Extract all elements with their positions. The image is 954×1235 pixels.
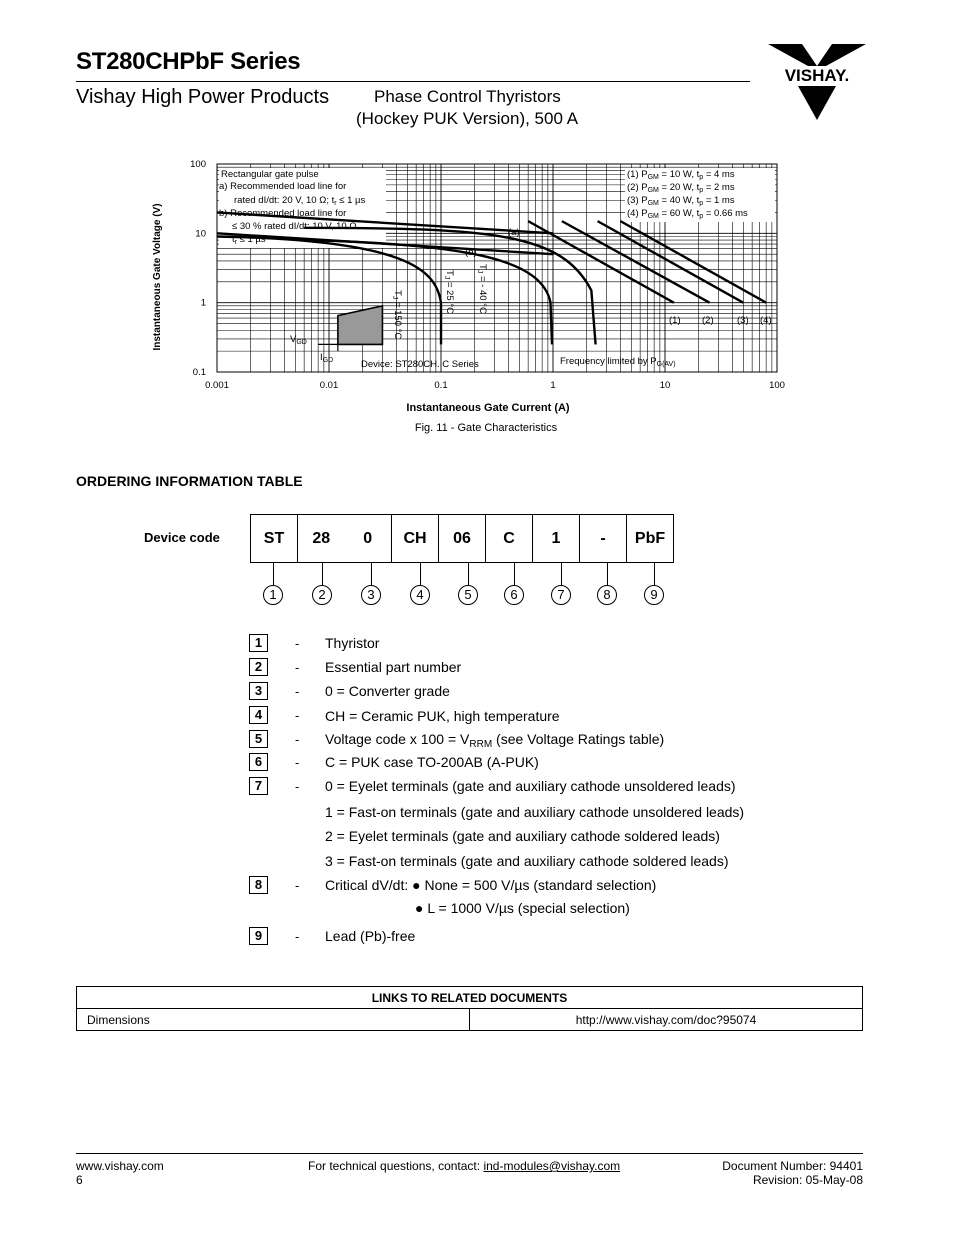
legend-text: 0 = Eyelet terminals (gate and auxiliary cathode unsoldered leads) bbox=[325, 778, 736, 794]
note-load-line-a-spec: rated dI/dt: 20 V, 10 Ω; $t_r \le 1$ µs bbox=[234, 195, 366, 207]
legend-text-option: 2 = Eyelet terminals (gate and auxiliary cathode soldered leads) bbox=[325, 828, 720, 844]
division-name: Vishay High Power Products bbox=[76, 86, 330, 108]
x-tick-label: 100 bbox=[769, 380, 785, 391]
label-curve-b: (b) bbox=[465, 247, 477, 258]
x-tick-label: 0.001 bbox=[205, 380, 229, 391]
device-code-label: Device code bbox=[144, 530, 220, 545]
index-connector bbox=[561, 563, 562, 585]
code-part: 1 bbox=[533, 515, 580, 563]
note-load-line-b: b) Recommended load line for bbox=[219, 208, 347, 219]
index-circle: 3 bbox=[361, 585, 381, 605]
label-curve-a: (a) bbox=[508, 227, 520, 238]
footer-revision: Revision: 05-May-08 bbox=[752, 1173, 863, 1187]
index-connector bbox=[468, 563, 469, 585]
legend-number: 7 bbox=[249, 777, 268, 795]
legend-text: Essential part number bbox=[325, 659, 462, 675]
footer-left bbox=[76, 1159, 164, 1187]
gate-characteristics-chart bbox=[140, 150, 820, 440]
x-tick-label: 1 bbox=[550, 380, 556, 391]
related-documents-table bbox=[76, 986, 863, 1031]
subtitle-line-1: Phase Control Thyristors bbox=[374, 87, 561, 106]
label-igd: $I_{GD}$ bbox=[320, 352, 334, 364]
code-part: - bbox=[580, 515, 627, 563]
legend-number: 1 bbox=[249, 634, 268, 652]
footer-contact bbox=[308, 1159, 620, 1173]
label-tj-minus-40: $T_J$ = - 40 °C bbox=[476, 264, 488, 314]
legend-text: Voltage code x $100 = V_{RRM}$ (see Voltage Ratings table) bbox=[325, 731, 665, 750]
code-part: 06 bbox=[439, 515, 486, 563]
x-axis-label: Instantaneous Gate Current (A) bbox=[406, 402, 570, 414]
index-circle: 1 bbox=[263, 585, 283, 605]
index-circle: 4 bbox=[410, 585, 430, 605]
note-rectangular-pulse: Rectangular gate pulse bbox=[221, 169, 319, 180]
x-tick-label: 0.1 bbox=[434, 380, 448, 391]
header-rule bbox=[76, 81, 750, 82]
power-note-4: (4) $P_{GM} = 60$ W, $t_p = 0.66$ ms bbox=[627, 208, 748, 220]
label-curve-2: (2) bbox=[702, 315, 714, 326]
y-tick-label: 1 bbox=[200, 297, 206, 309]
footer-page-number: 6 bbox=[76, 1173, 83, 1187]
footer-website[interactable]: www.vishay.com bbox=[76, 1159, 164, 1173]
index-connector bbox=[371, 563, 372, 585]
index-connector bbox=[322, 563, 323, 585]
code-part: CH bbox=[392, 515, 439, 563]
power-note-1: (1) $P_{GM} = 10$ W, $t_p = 4$ ms bbox=[627, 169, 735, 181]
power-note-2: (2) $P_{GM} = 20$ W, $t_p = 2$ ms bbox=[627, 182, 735, 194]
label-tj-150: $T_J = 150$ °C bbox=[391, 290, 403, 340]
index-circle: 5 bbox=[458, 585, 478, 605]
legend-text-option: 3 = Fast-on terminals (gate and auxiliary cathode soldered leads) bbox=[325, 853, 729, 869]
index-circle: 9 bbox=[644, 585, 664, 605]
index-connector bbox=[273, 563, 274, 585]
related-documents-header: LINKS TO RELATED DOCUMENTS bbox=[77, 987, 863, 1009]
y-axis-label: Instantaneous Gate Voltage (V) bbox=[152, 203, 163, 351]
note-load-line-a: a) Recommended load line for bbox=[219, 181, 347, 192]
index-circle: 2 bbox=[312, 585, 332, 605]
legend-number: 8 bbox=[249, 876, 268, 894]
legend-text-option: ● L = 1000 V/µs (special selection) bbox=[415, 900, 630, 916]
device-code-table bbox=[250, 514, 674, 563]
note-load-line-b-rise: $t_r \le 1$ µs bbox=[232, 234, 266, 246]
legend-dash: - bbox=[295, 755, 300, 770]
legend-text: C = PUK case TO-200AB (A-PUK) bbox=[325, 754, 539, 770]
footer-contact-email[interactable]: ind-modules@vishay.com bbox=[483, 1159, 621, 1173]
code-part: ST bbox=[251, 515, 298, 563]
code-part: C bbox=[486, 515, 533, 563]
label-tj-25: $T_J = 25$ °C bbox=[443, 270, 455, 315]
index-circle: 6 bbox=[504, 585, 524, 605]
legend-number: 4 bbox=[249, 706, 268, 724]
index-circle: 8 bbox=[597, 585, 617, 605]
index-circle: 7 bbox=[551, 585, 571, 605]
code-part: 0 bbox=[345, 515, 392, 563]
label-device: Device: ST280CH..C Series bbox=[361, 359, 479, 370]
legend-dash: - bbox=[295, 878, 300, 893]
legend-dash: - bbox=[295, 929, 300, 944]
x-tick-label: 10 bbox=[659, 380, 671, 391]
legend-number: 9 bbox=[249, 927, 268, 945]
dimensions-link[interactable]: http://www.vishay.com/doc?95074 bbox=[470, 1009, 863, 1031]
series-title: ST280CHPbF Series bbox=[76, 48, 301, 75]
label-curve-4: (4) bbox=[760, 315, 772, 326]
legend-dash: - bbox=[295, 732, 300, 747]
legend-dash: - bbox=[295, 636, 300, 651]
legend-text: Critical dV/dt: ● None = 500 V/µs (standard selection) bbox=[325, 877, 657, 893]
legend-dash: - bbox=[295, 660, 300, 675]
label-curve-3: (3) bbox=[737, 315, 749, 326]
index-connector bbox=[514, 563, 515, 585]
figure-caption: Fig. 11 - Gate Characteristics bbox=[414, 422, 558, 434]
legend-text: Lead (Pb)-free bbox=[325, 928, 416, 944]
legend-dash: - bbox=[295, 779, 300, 794]
index-connector bbox=[654, 563, 655, 585]
legend-text: 0 = Converter grade bbox=[325, 683, 450, 699]
section-title: ORDERING INFORMATION TABLE bbox=[76, 473, 303, 489]
label-vgd: $V_{GD}$ bbox=[290, 334, 307, 346]
legend-dash: - bbox=[295, 708, 300, 723]
gate-non-trigger-area bbox=[338, 306, 383, 345]
footer-document-number: Document Number: 94401 bbox=[722, 1159, 863, 1173]
label-curve-1: (1) bbox=[669, 315, 681, 326]
footer-rule bbox=[76, 1153, 863, 1154]
power-legend bbox=[627, 169, 748, 220]
footer-contact-text: For technical questions, contact: bbox=[308, 1159, 484, 1173]
legend-text: Thyristor bbox=[325, 635, 380, 651]
index-connector bbox=[607, 563, 608, 585]
product-subtitle bbox=[356, 86, 578, 130]
legend-dash: - bbox=[295, 684, 300, 699]
y-tick-label: 10 bbox=[195, 228, 206, 240]
legend-text: CH = Ceramic PUK, high temperature bbox=[325, 708, 560, 724]
note-load-line-b-spec: ≤ 30 % rated dI/dt: 10 V, 10 Ω bbox=[232, 221, 357, 232]
dimensions-label: Dimensions bbox=[77, 1009, 470, 1031]
code-part: PbF bbox=[627, 515, 674, 563]
power-note-3: (3) $P_{GM} = 40$ W, $t_p = 1$ ms bbox=[627, 195, 735, 207]
footer-right bbox=[722, 1159, 863, 1187]
y-tick-label: 0.1 bbox=[192, 367, 206, 378]
x-tick-label: 0.01 bbox=[319, 380, 339, 391]
code-part: 28 bbox=[298, 515, 345, 563]
legend-number: 6 bbox=[249, 753, 268, 771]
legend-number: 2 bbox=[249, 658, 268, 676]
label-frequency-limited: Frequency limited by $P_{G(AV)}$ bbox=[560, 356, 676, 368]
index-connector bbox=[420, 563, 421, 585]
logo-text: VISHAY. bbox=[784, 66, 850, 85]
y-tick-label: 100 bbox=[190, 159, 206, 170]
legend-number: 3 bbox=[249, 682, 268, 700]
subtitle-line-2: (Hockey PUK Version), 500 A bbox=[356, 109, 579, 128]
vishay-logo bbox=[768, 44, 866, 122]
legend-text-option: 1 = Fast-on terminals (gate and auxiliary cathode unsoldered leads) bbox=[325, 804, 745, 820]
legend-number: 5 bbox=[249, 730, 268, 748]
